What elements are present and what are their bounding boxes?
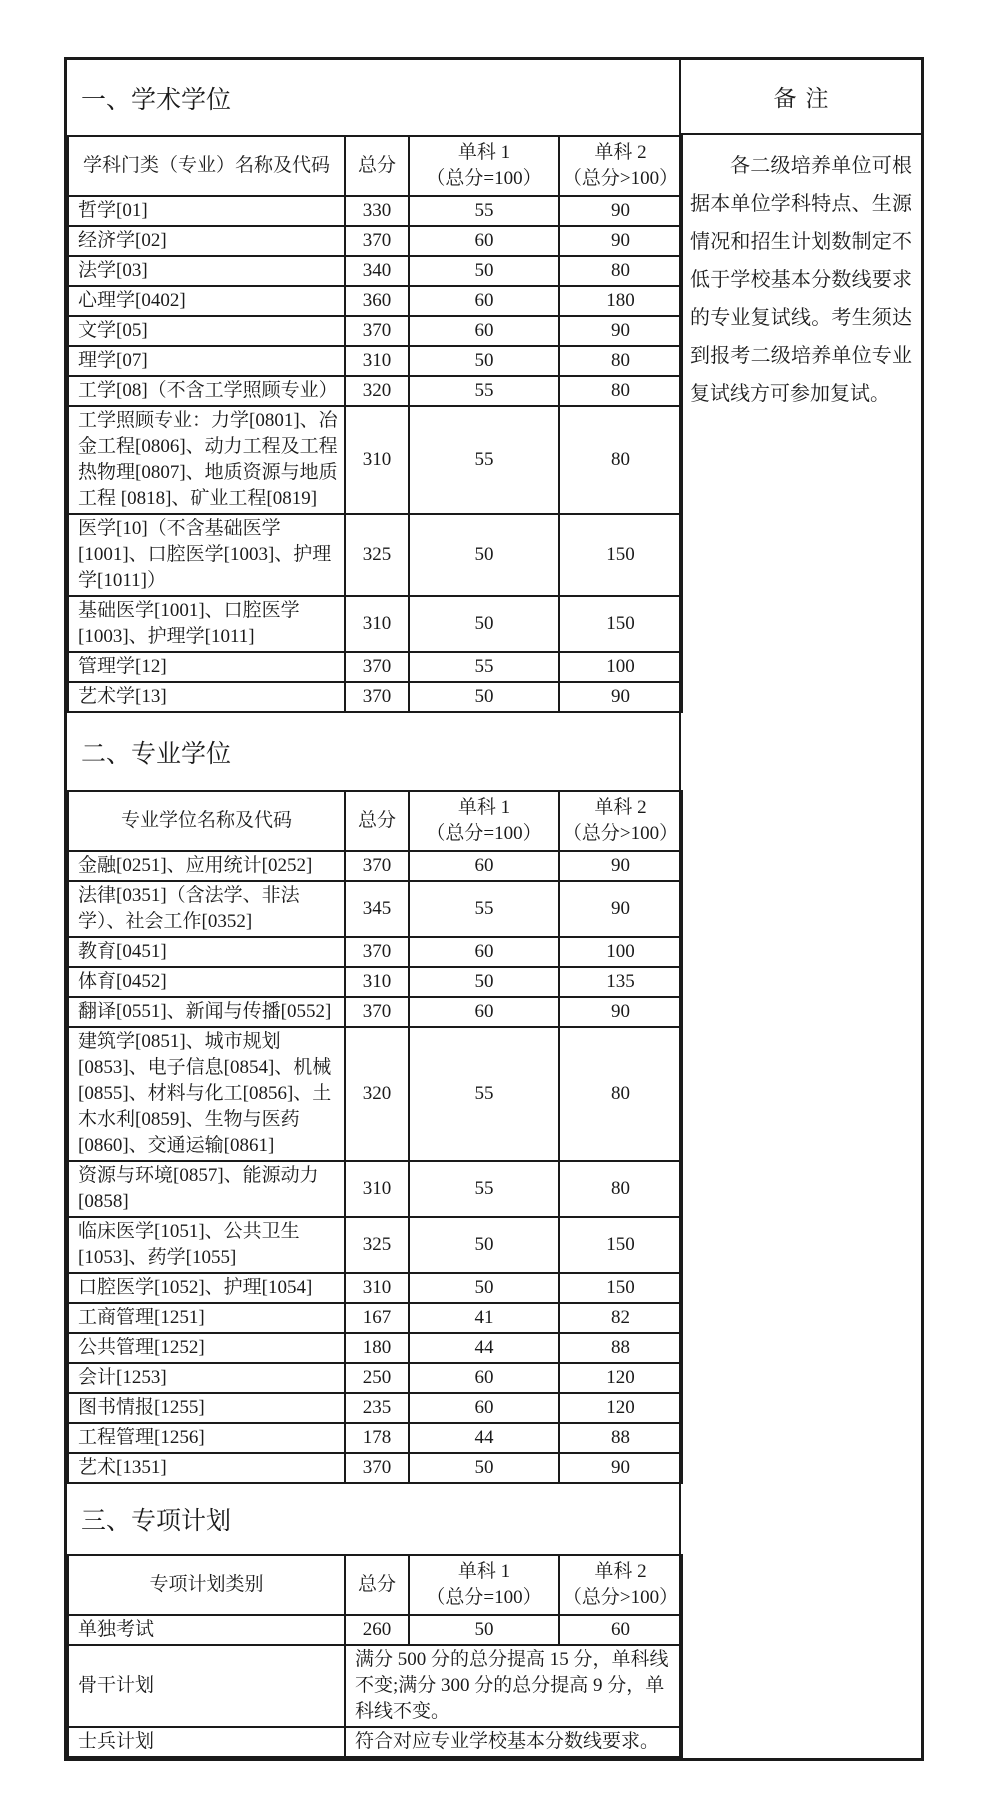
row-name: 图书情报[1255] [68,1393,345,1423]
col-header-total: 总分 [345,136,409,196]
row-sub2: 180 [559,286,682,316]
row-sub1: 55 [409,652,559,682]
row-sub1: 55 [409,1161,559,1217]
section-title-text: 一、学术学位 [81,86,232,114]
section-title-academic [67,60,679,135]
row-name: 理学[07] [68,346,345,376]
col-header-name: 专业学位名称及代码 [68,791,345,851]
table-row [68,596,682,652]
row-sub2: 100 [559,937,682,967]
row-sub2: 80 [559,1027,682,1161]
table-header-row [68,1555,682,1615]
row-total: 180 [345,1333,409,1363]
table-row [68,316,682,346]
row-total: 330 [345,196,409,226]
row-total: 370 [345,851,409,881]
col-header-line: （总分>100） [562,823,679,844]
table-row [68,196,682,226]
row-total: 310 [345,596,409,652]
row-name: 临床医学[1051]、公共卫生[1053]、药学[1055] [68,1217,345,1273]
col-header-total: 总分 [345,791,409,851]
col-header-line: （总分>100） [562,1587,679,1608]
row-sub1: 50 [409,967,559,997]
row-sub1: 60 [409,937,559,967]
row-name: 艺术[1351] [68,1453,345,1483]
table-row [68,1423,682,1453]
col-header-line: 单科 1 [457,142,511,163]
table-row [68,286,682,316]
row-total: 310 [345,967,409,997]
col-header-line: 单科 2 [594,797,647,818]
table-row [68,1615,682,1645]
col-header-line: 单科 1 [457,1561,511,1582]
row-name: 心理学[0402] [68,286,345,316]
row-name: 体育[0452] [68,967,345,997]
row-sub1: 55 [409,406,559,514]
row-sub1: 60 [409,1393,559,1423]
row-name: 管理学[12] [68,652,345,682]
main-column [67,60,681,1758]
row-total: 370 [345,226,409,256]
section-title-special-plan [67,1484,679,1554]
row-sub2: 150 [559,596,682,652]
row-total: 310 [345,406,409,514]
table-row [68,652,682,682]
table-row [68,1333,682,1363]
row-sub2: 90 [559,851,682,881]
row-sub1: 60 [409,226,559,256]
score-table-professional [67,790,683,1484]
row-total: 310 [345,346,409,376]
row-total: 370 [345,652,409,682]
table-row [68,514,682,596]
row-name: 工学照顾专业：力学[0801]、冶金工程[0806]、动力工程及工程热物理[0807]、地质资源与地质工程 [0818]、矿业工程[0819] [68,406,345,514]
table-row [68,1217,682,1273]
section-title-text: 三、专项计划 [81,1508,232,1535]
table-row [68,881,682,937]
row-total: 370 [345,1453,409,1483]
row-note: 满分 500 分的总分提高 15 分，单科线不变;满分 300 分的总分提高 9 分，单科线不变。 [345,1645,682,1727]
table-row [68,997,682,1027]
row-total: 370 [345,997,409,1027]
table-row [68,682,682,712]
col-header-line: （总分=100） [426,168,542,189]
row-total: 340 [345,256,409,286]
score-line-sheet [64,57,924,1761]
row-name: 工学[08]（不含工学照顾专业） [68,376,345,406]
score-table-special-plan [67,1554,683,1758]
section-title-professional [67,713,679,790]
row-sub1: 55 [409,196,559,226]
row-sub1: 50 [409,1453,559,1483]
row-total: 310 [345,1161,409,1217]
row-sub2: 88 [559,1333,682,1363]
col-header-line: 单科 2 [594,142,647,163]
row-total: 370 [345,682,409,712]
row-note: 符合对应专业学校基本分数线要求。 [345,1727,682,1757]
table-row [68,1645,682,1727]
row-sub2: 90 [559,1453,682,1483]
row-sub1: 41 [409,1303,559,1333]
row-sub2: 150 [559,514,682,596]
col-header-total: 总分 [345,1555,409,1615]
col-header-line: （总分=100） [426,1587,542,1608]
row-sub2: 120 [559,1363,682,1393]
row-total: 370 [345,937,409,967]
row-name: 资源与环境[0857]、能源动力[0858] [68,1161,345,1217]
row-name: 基础医学[1001]、口腔医学[1003]、护理学[1011] [68,596,345,652]
col-header-name: 专项计划类别 [68,1555,345,1615]
row-sub2: 90 [559,316,682,346]
row-name: 工程管理[1256] [68,1423,345,1453]
row-name: 金融[0251]、应用统计[0252] [68,851,345,881]
table-row [68,851,682,881]
col-header-line: 单科 1 [457,797,511,818]
table-row [68,1303,682,1333]
col-header-sub2 [559,136,682,196]
col-header-sub1 [409,1555,559,1615]
row-sub2: 80 [559,346,682,376]
remarks-text: 各二级培养单位可根据本单位学科特点、生源情况和招生计划数制定不低于学校基本分数线要求的专业复试线。考生须达到报考二级培养单位专业复试线方可参加复试。 [690,155,912,405]
col-header-sub1 [409,791,559,851]
row-sub2: 90 [559,881,682,937]
row-name: 艺术学[13] [68,682,345,712]
row-sub1: 55 [409,376,559,406]
row-total: 320 [345,1027,409,1161]
row-total: 370 [345,316,409,346]
row-sub2: 88 [559,1423,682,1453]
row-sub2: 60 [559,1615,682,1645]
row-name: 公共管理[1252] [68,1333,345,1363]
row-name: 哲学[01] [68,196,345,226]
col-header-line: 单科 2 [594,1561,647,1582]
row-sub1: 55 [409,1027,559,1161]
row-sub1: 50 [409,514,559,596]
row-total: 310 [345,1273,409,1303]
row-sub1: 60 [409,851,559,881]
row-name: 单独考试 [68,1615,345,1645]
table-row [68,937,682,967]
table-row [68,256,682,286]
row-name: 工商管理[1251] [68,1303,345,1333]
table-row [68,967,682,997]
row-sub1: 50 [409,682,559,712]
row-sub2: 90 [559,196,682,226]
row-sub1: 60 [409,316,559,346]
row-name: 翻译[0551]、新闻与传播[0552] [68,997,345,1027]
row-name: 经济学[02] [68,226,345,256]
row-total: 178 [345,1423,409,1453]
row-sub2: 80 [559,406,682,514]
row-sub1: 50 [409,256,559,286]
row-total: 250 [345,1363,409,1393]
row-sub2: 80 [559,376,682,406]
row-sub1: 50 [409,1217,559,1273]
row-sub2: 90 [559,997,682,1027]
table-header-row [68,791,682,851]
table-row [68,1273,682,1303]
table-row [68,346,682,376]
row-name: 骨干计划 [68,1645,345,1727]
row-sub1: 44 [409,1333,559,1363]
row-sub2: 80 [559,1161,682,1217]
row-name: 法学[03] [68,256,345,286]
row-name: 文学[05] [68,316,345,346]
row-total: 345 [345,881,409,937]
row-sub1: 60 [409,997,559,1027]
row-name: 士兵计划 [68,1727,345,1757]
row-sub2: 150 [559,1217,682,1273]
table-row [68,1363,682,1393]
row-sub1: 44 [409,1423,559,1453]
col-header-line: （总分=100） [426,823,542,844]
row-sub1: 60 [409,286,559,316]
col-header-line: （总分>100） [562,168,679,189]
row-sub1: 55 [409,881,559,937]
section-title-text: 二、专业学位 [81,740,232,768]
table-row [68,376,682,406]
row-total: 320 [345,376,409,406]
row-sub2: 80 [559,256,682,286]
row-name: 口腔医学[1052]、护理[1054] [68,1273,345,1303]
row-name: 医学[10]（不含基础医学[1001]、口腔医学[1003]、护理学[1011]） [68,514,345,596]
row-name: 会计[1253] [68,1363,345,1393]
row-name: 教育[0451] [68,937,345,967]
row-total: 325 [345,514,409,596]
row-sub1: 50 [409,1273,559,1303]
remarks-column [681,60,921,1758]
row-sub1: 50 [409,346,559,376]
row-name: 建筑学[0851]、城市规划[0853]、电子信息[0854]、机械[0855]、材料与化工[0856]、土木水利[0859]、生物与医药[0860]、交通运输[0861] [68,1027,345,1161]
row-sub1: 50 [409,1615,559,1645]
row-name: 法律[0351]（含法学、非法学）、社会工作[0352] [68,881,345,937]
col-header-sub2 [559,1555,682,1615]
row-sub2: 135 [559,967,682,997]
col-header-sub1 [409,136,559,196]
table-row [68,1393,682,1423]
score-table-academic [67,135,683,713]
row-sub2: 100 [559,652,682,682]
table-row [68,406,682,514]
row-total: 360 [345,286,409,316]
col-header-sub2 [559,791,682,851]
table-row [68,226,682,256]
table-row [68,1161,682,1217]
col-header-name: 学科门类（专业）名称及代码 [68,136,345,196]
row-total: 325 [345,1217,409,1273]
row-sub2: 90 [559,226,682,256]
row-sub1: 50 [409,596,559,652]
row-sub2: 120 [559,1393,682,1423]
row-total: 235 [345,1393,409,1423]
table-row [68,1727,682,1757]
table-header-row [68,136,682,196]
table-row [68,1027,682,1161]
row-sub1: 60 [409,1363,559,1393]
row-sub2: 82 [559,1303,682,1333]
remarks-header: 备注 [681,60,921,135]
row-sub2: 150 [559,1273,682,1303]
row-total: 167 [345,1303,409,1333]
row-total: 260 [345,1615,409,1645]
table-row [68,1453,682,1483]
row-sub2: 90 [559,682,682,712]
